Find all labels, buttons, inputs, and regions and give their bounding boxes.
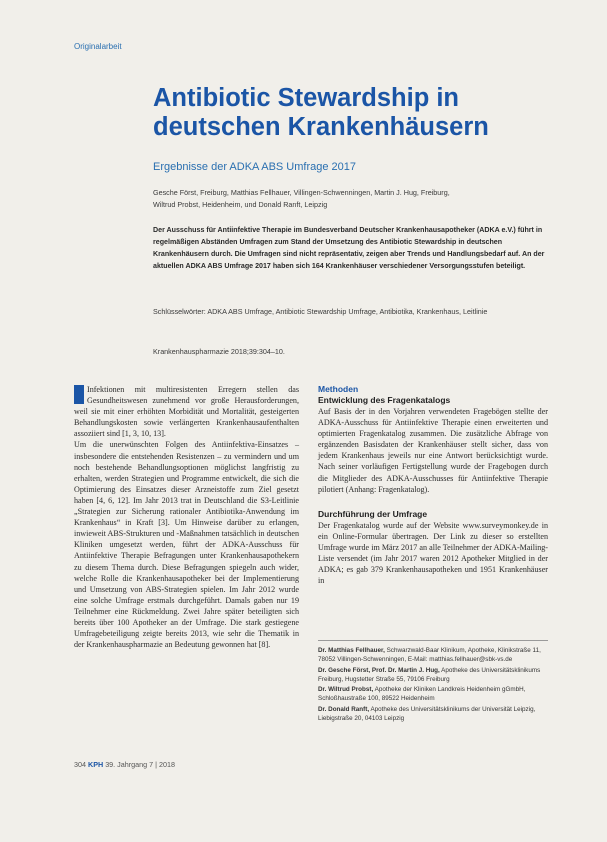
affiliation-entry: Dr. Gesche Först, Prof. Dr. Martin J. Hug, Apotheke des Universitätsklinikums Freiburg, Hugstetter Straße 55, 79106 Freiburg: [318, 666, 541, 683]
dropcap-block: [74, 385, 84, 404]
affiliation-entry: Dr. Matthias Fellhauer, Schwarzwald-Baar Klinikum, Apotheke, Klinikstraße 11, 78052 Villingen-Schwenningen, E-Mail: matthias.fellhauer@sbk-vs.de: [318, 647, 541, 664]
body-paragraph: Um die unerwünschten Folgen des Antiinfektiva-Einsatzes – insbesondere die entstehenden Resistenzen – zu vermindern und um noch bestehende Behandlungsoptionen möglichst langfristig zu erhalten, werden Strategien und Programme entwickelt, die sich die Optimierung des Einsatzes dieser Arzneistoffe zum Ziel gesetzt haben [4, 6, 12]. Im Jahr 2013 trat in Deutschland die S3-Leitlinie „Strategien zur Sicherung rationaler Antibiotika-Anwendung im Krankenhaus“ in Kraft [3]. Um Hinweise darüber zu erlangen, inwieweit ABS-Strukturen und -Maßnahmen tatsächlich in deutschen Kliniken umgesetzt werden, führt der ADKA-Ausschuss für Antiinfektive Therapie Befragungen unter Krankenhausapothekern zu diesem Thema durch. Diese Befragungen spiegeln auch wider, welche Rolle die Krankenhausapotheker bei der Implementierung und Umsetzung von ABS-Strategien spielen. Im Jahr 2012 wurde eine solche Umfrage erstmals durchgeführt. Damals gaben nur 19 Teilnehmer eine Rückmeldung. Zwei Jahre später beteiligten sich bereits über 100 Apotheker an der Umfrage. Die stark gestiegene Umfragebeteiligung zeigte bereits 2013, wie sehr die Thematik in der Krankenhauspharmazie an Bedeutung gewonnen hat [8].: [74, 440, 299, 650]
issue-info: 39. Jahrgang 7 | 2018: [105, 760, 175, 769]
subheading-catalog: Entwicklung des Fragenkatalogs: [318, 395, 451, 405]
body-paragraph: Infektionen mit multiresistenten Erregern stellen das Gesundheitswesen zunehmend vor große Herausforderungen, weil sie mit einer erhöhten Morbidität und Mortalität, gesteigerten Behandlungskosten sowie verlängerten Krankenhausaufenthalten assoziiert sind [1, 3, 10, 13].: [74, 385, 299, 439]
affiliation-divider: [318, 640, 548, 641]
body-paragraph: Auf Basis der in den Vorjahren verwendeten Fragebögen stellte der ADKA-Ausschuss für Antiinfektive Therapie einen erweiterten und optimierten Fragenkatalog zusammen. Die zusätzliche Abfrage von ergänzenden Basisdaten der Krankenhäuser stellt sicher, dass von jedem Krankenhaus jeweils nur eine Antwort berücksichtigt wurde. Nach seiner vorläufigen Fertigstellung wurde der Fragebogen durch die Mitglieder des ADKA-Ausschusses für Antiinfektive Therapie pilotiert (Anhang: Fragenkatalog).: [318, 407, 548, 494]
left-column: [74, 384, 299, 650]
journal-abbrev: KPH: [88, 760, 104, 769]
subheading-execution: Durchführung der Umfrage: [318, 508, 428, 519]
page-footer: [74, 760, 175, 769]
section-heading-methods: Methoden: [318, 384, 359, 394]
page-number: 304: [74, 760, 86, 769]
article-title: Antibiotic Stewardship in deutschen Krankenhäusern: [153, 84, 489, 141]
keywords: Schlüsselwörter: ADKA ABS Umfrage, Antibiotic Stewardship Umfrage, Antibiotika, Krankenhaus, Leitlinie: [153, 307, 488, 316]
author-list: [153, 187, 543, 211]
author-line: Wiltrud Probst, Heidenheim, und Donald Ranft, Leipzig: [153, 200, 328, 209]
abstract: Der Ausschuss für Antiinfektive Therapie im Bundesverband Deutscher Krankenhausapotheker (ADKA e.V.) führt in regelmäßigen Abständen Umfragen zum Stand der Umsetzung des Antibiotic Stewardship in deutschen Krankenhäusern durch. Die Umfragen sind nicht repräsentativ, zeigen aber Trends und Handlungsbedarf auf. An der aktuellen ADKA ABS Umfrage 2017 haben sich 164 Krankenhäuser verschiedener Versorgungsstufen beteiligt.: [153, 226, 545, 270]
body-paragraph: Der Fragenkatalog wurde auf der Website www.surveymonkey.de in ein Online-Formular übertragen. Der Link zu dieser so erstellten Umfrage wurde im März 2017 an alle Teilnehmer der ADKA-Mailing-Liste versendet (im Jahr 2017 waren 2012 Apotheker Mitglied in der ADKA; es gab 379 Krankenhausapotheken und 1951 Krankenhäuser in: [318, 520, 548, 586]
affiliation-entry: Dr. Donald Ranft, Apotheke des Universitätsklinikums der Universität Leipzig, Liebigstraße 20, 04103 Leipzig: [318, 705, 536, 723]
affiliations: [318, 646, 548, 724]
section-label: Originalarbeit: [74, 42, 122, 51]
author-line: Gesche Först, Freiburg, Matthias Fellhauer, Villingen-Schwenningen, Martin J. Hug, Freiburg,: [153, 188, 450, 197]
affiliation-entry: Dr. Wiltrud Probst, Apotheke der Kliniken Landkreis Heidenheim gGmbH, Schloßhaustraße 100, 89522 Heidenheim: [318, 686, 526, 703]
right-column: [318, 384, 548, 586]
citation: Krankenhauspharmazie 2018;39:304–10.: [153, 347, 285, 356]
article-subtitle: Ergebnisse der ADKA ABS Umfrage 2017: [153, 161, 357, 173]
